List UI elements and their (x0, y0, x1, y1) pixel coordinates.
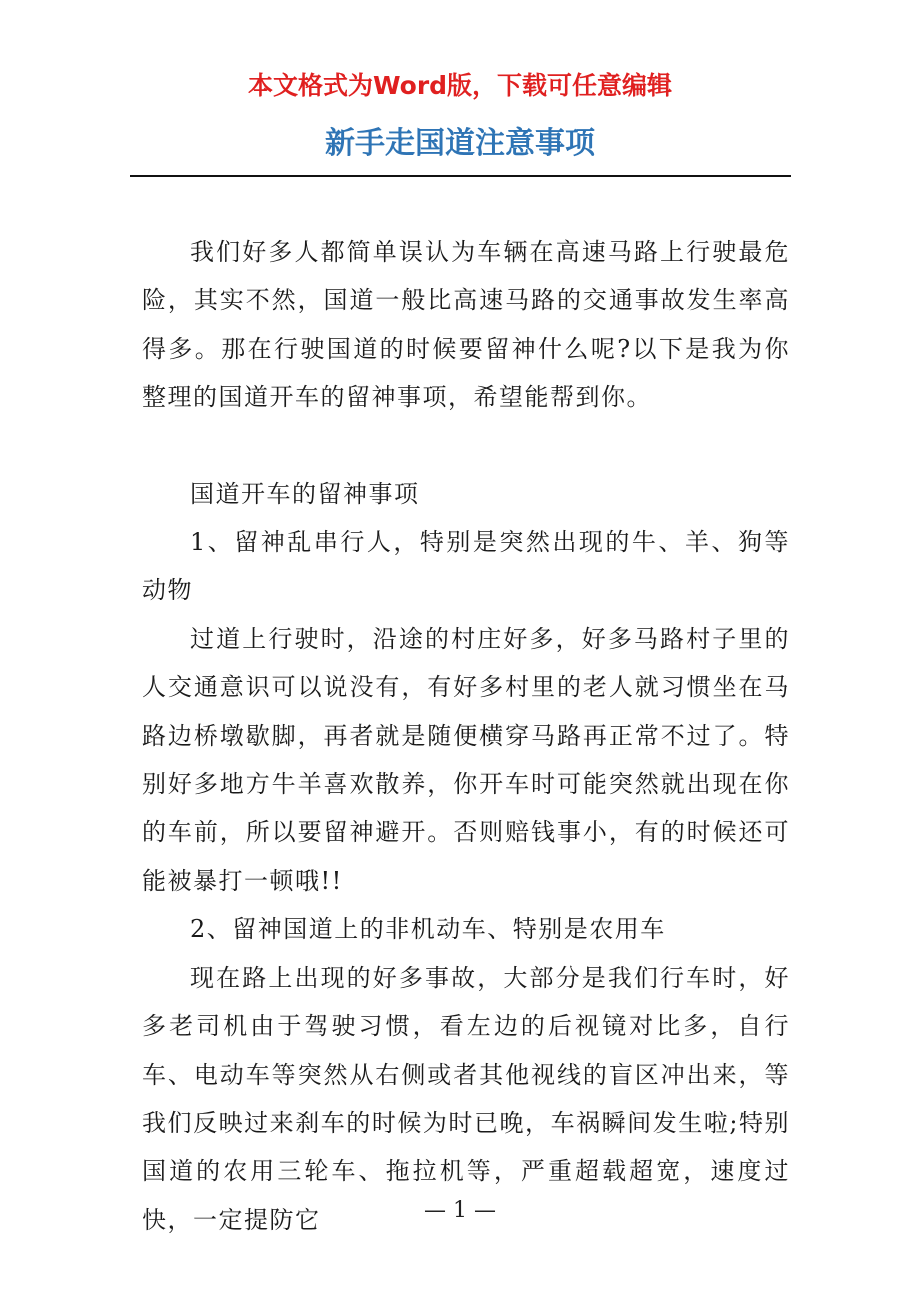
point-2-paragraph: 现在路上出现的好多事故，大部分是我们行车时，好多老司机由于驾驶习惯，看左边的后视镜对比多，自行车、电动车等突然从右侧或者其他视线的盲区冲出来，等我们反映过来刹车的时候为时已晚，车祸瞬间发生啦;特别国道的农用三轮车、拖拉机等，严重超载超宽，速度过快，一定提防它 (142, 963, 790, 1234)
document-body (142, 228, 790, 1244)
title-divider (130, 175, 791, 177)
page-title: 新手走国道注意事项 (325, 126, 595, 161)
point-1-heading: 1、留神乱串行人，特别是突然出现的牛、羊、狗等动物 (142, 528, 790, 605)
intro-paragraph: 我们好多人都简单误认为车辆在高速马路上行驶最危险，其实不然，国道一般比高速马路的交通事故发生率高得多。那在行驶国道的时候要留神什么呢?以下是我为你整理的国道开车的留神事项，希望能帮到你。 (142, 238, 790, 412)
format-notice: 本文格式为Word版，下载可任意编辑 (247, 71, 673, 100)
point-2-heading: 2、留神国道上的非机动车、特别是农用车 (190, 915, 666, 944)
page-number: — 1 — (424, 1198, 496, 1223)
point-1-paragraph: 过道上行驶时，沿途的村庄好多，好多马路村子里的人交通意识可以说没有，有好多村里的老人就习惯坐在马路边桥墩歇脚，再者就是随便横穿马路再正常不过了。特别好多地方牛羊喜欢散养，你开车时可能突然就出现在你的车前，所以要留神避开。否则赔钱事小，有的时候还可能被暴打一顿哦!! (142, 624, 790, 895)
section-heading: 国道开车的留神事项 (190, 479, 420, 508)
